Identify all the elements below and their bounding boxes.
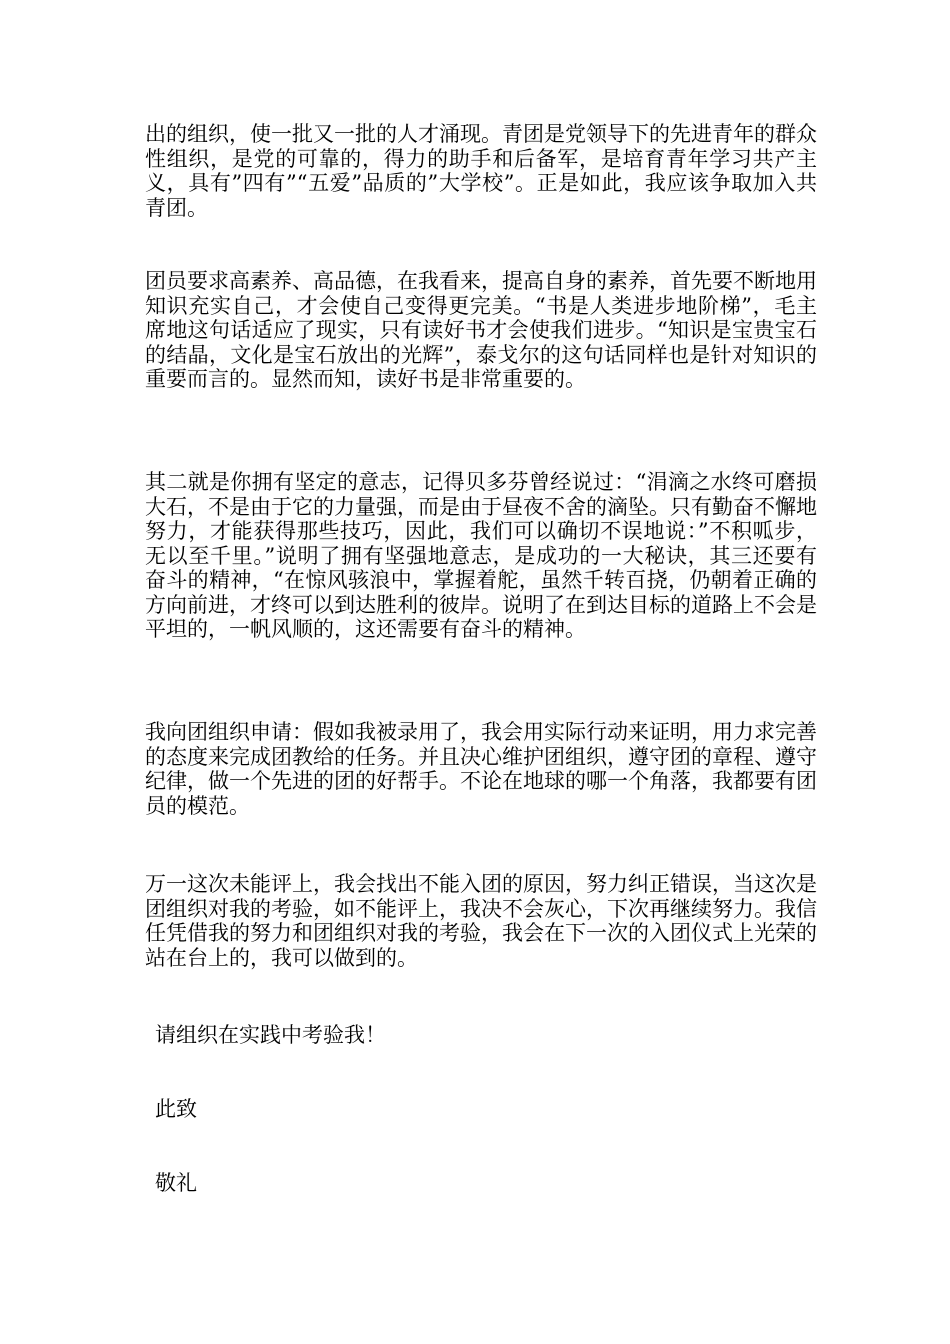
paragraph-3: 其二就是你拥有坚定的意志，记得贝多芬曾经说过：“涓滴之水终可磨损大石，不是由于它的力量强，而是由于昼夜不舍的滴坠。只有勤奋不懈地努力，才能获得那些技巧，因此，我们可以确切不误地说：”不积呱步，无以至千里。”说明了拥有坚强地意志，是成功的一大秘诀，其三还要有奋斗的精神，“在惊风骇浪中，掌握着舵，虽然千转百挠，仍朝着正确的方向前进，才终可以到达胜利的彼岸。说明了在到达目标的道路上不会是平坦的，一帆风顺的，这还需要有奋斗的精神。 xyxy=(145,470,817,641)
paragraph-5: 万一这次未能评上，我会找出不能入团的原因，努力纠正错误，当这次是团组织对我的考验，如不能评上，我决不会灰心，下次再继续努力。我信任凭借我的努力和团组织对我的考验，我会在下一次的入团仪式上光荣的站在台上的，我可以做到的。 xyxy=(145,872,817,970)
closing-request: 请组织在实践中考验我！ xyxy=(155,1023,386,1047)
salutation-ci-zhi: 此致 xyxy=(155,1097,197,1121)
paragraph-4: 我向团组织申请：假如我被录用了，我会用实际行动来证明，用力求完善的态度来完成团教给的任务。并且决心维护团组织，遵守团的章程、遵守纪律，做一个先进的团的好帮手。不论在地球的哪一个角落，我都要有团员的模范。 xyxy=(145,720,817,818)
paragraph-2: 团员要求高素养、高品德，在我看来，提高自身的素养，首先要不断地用知识充实自己，才会使自己变得更完美。“书是人类进步地阶梯”，毛主席地这句话适应了现实，只有读好书才会使我们进步。“知识是宝贵宝石的结晶，文化是宝石放出的光辉”，泰戈尔的这句话同样也是针对知识的重要而言的。显然而知，读好书是非常重要的。 xyxy=(145,269,817,391)
salutation-jing-li: 敬礼 xyxy=(155,1171,197,1195)
paragraph-1: 出的组织，使一批又一批的人才涌现。青团是党领导下的先进青年的群众性组织，是党的可靠的，得力的助手和后备军，是培育青年学习共产主义，具有”四有”“五爱”品质的”大学校”。正是如此，我应该争取加入共青团。 xyxy=(145,122,817,220)
